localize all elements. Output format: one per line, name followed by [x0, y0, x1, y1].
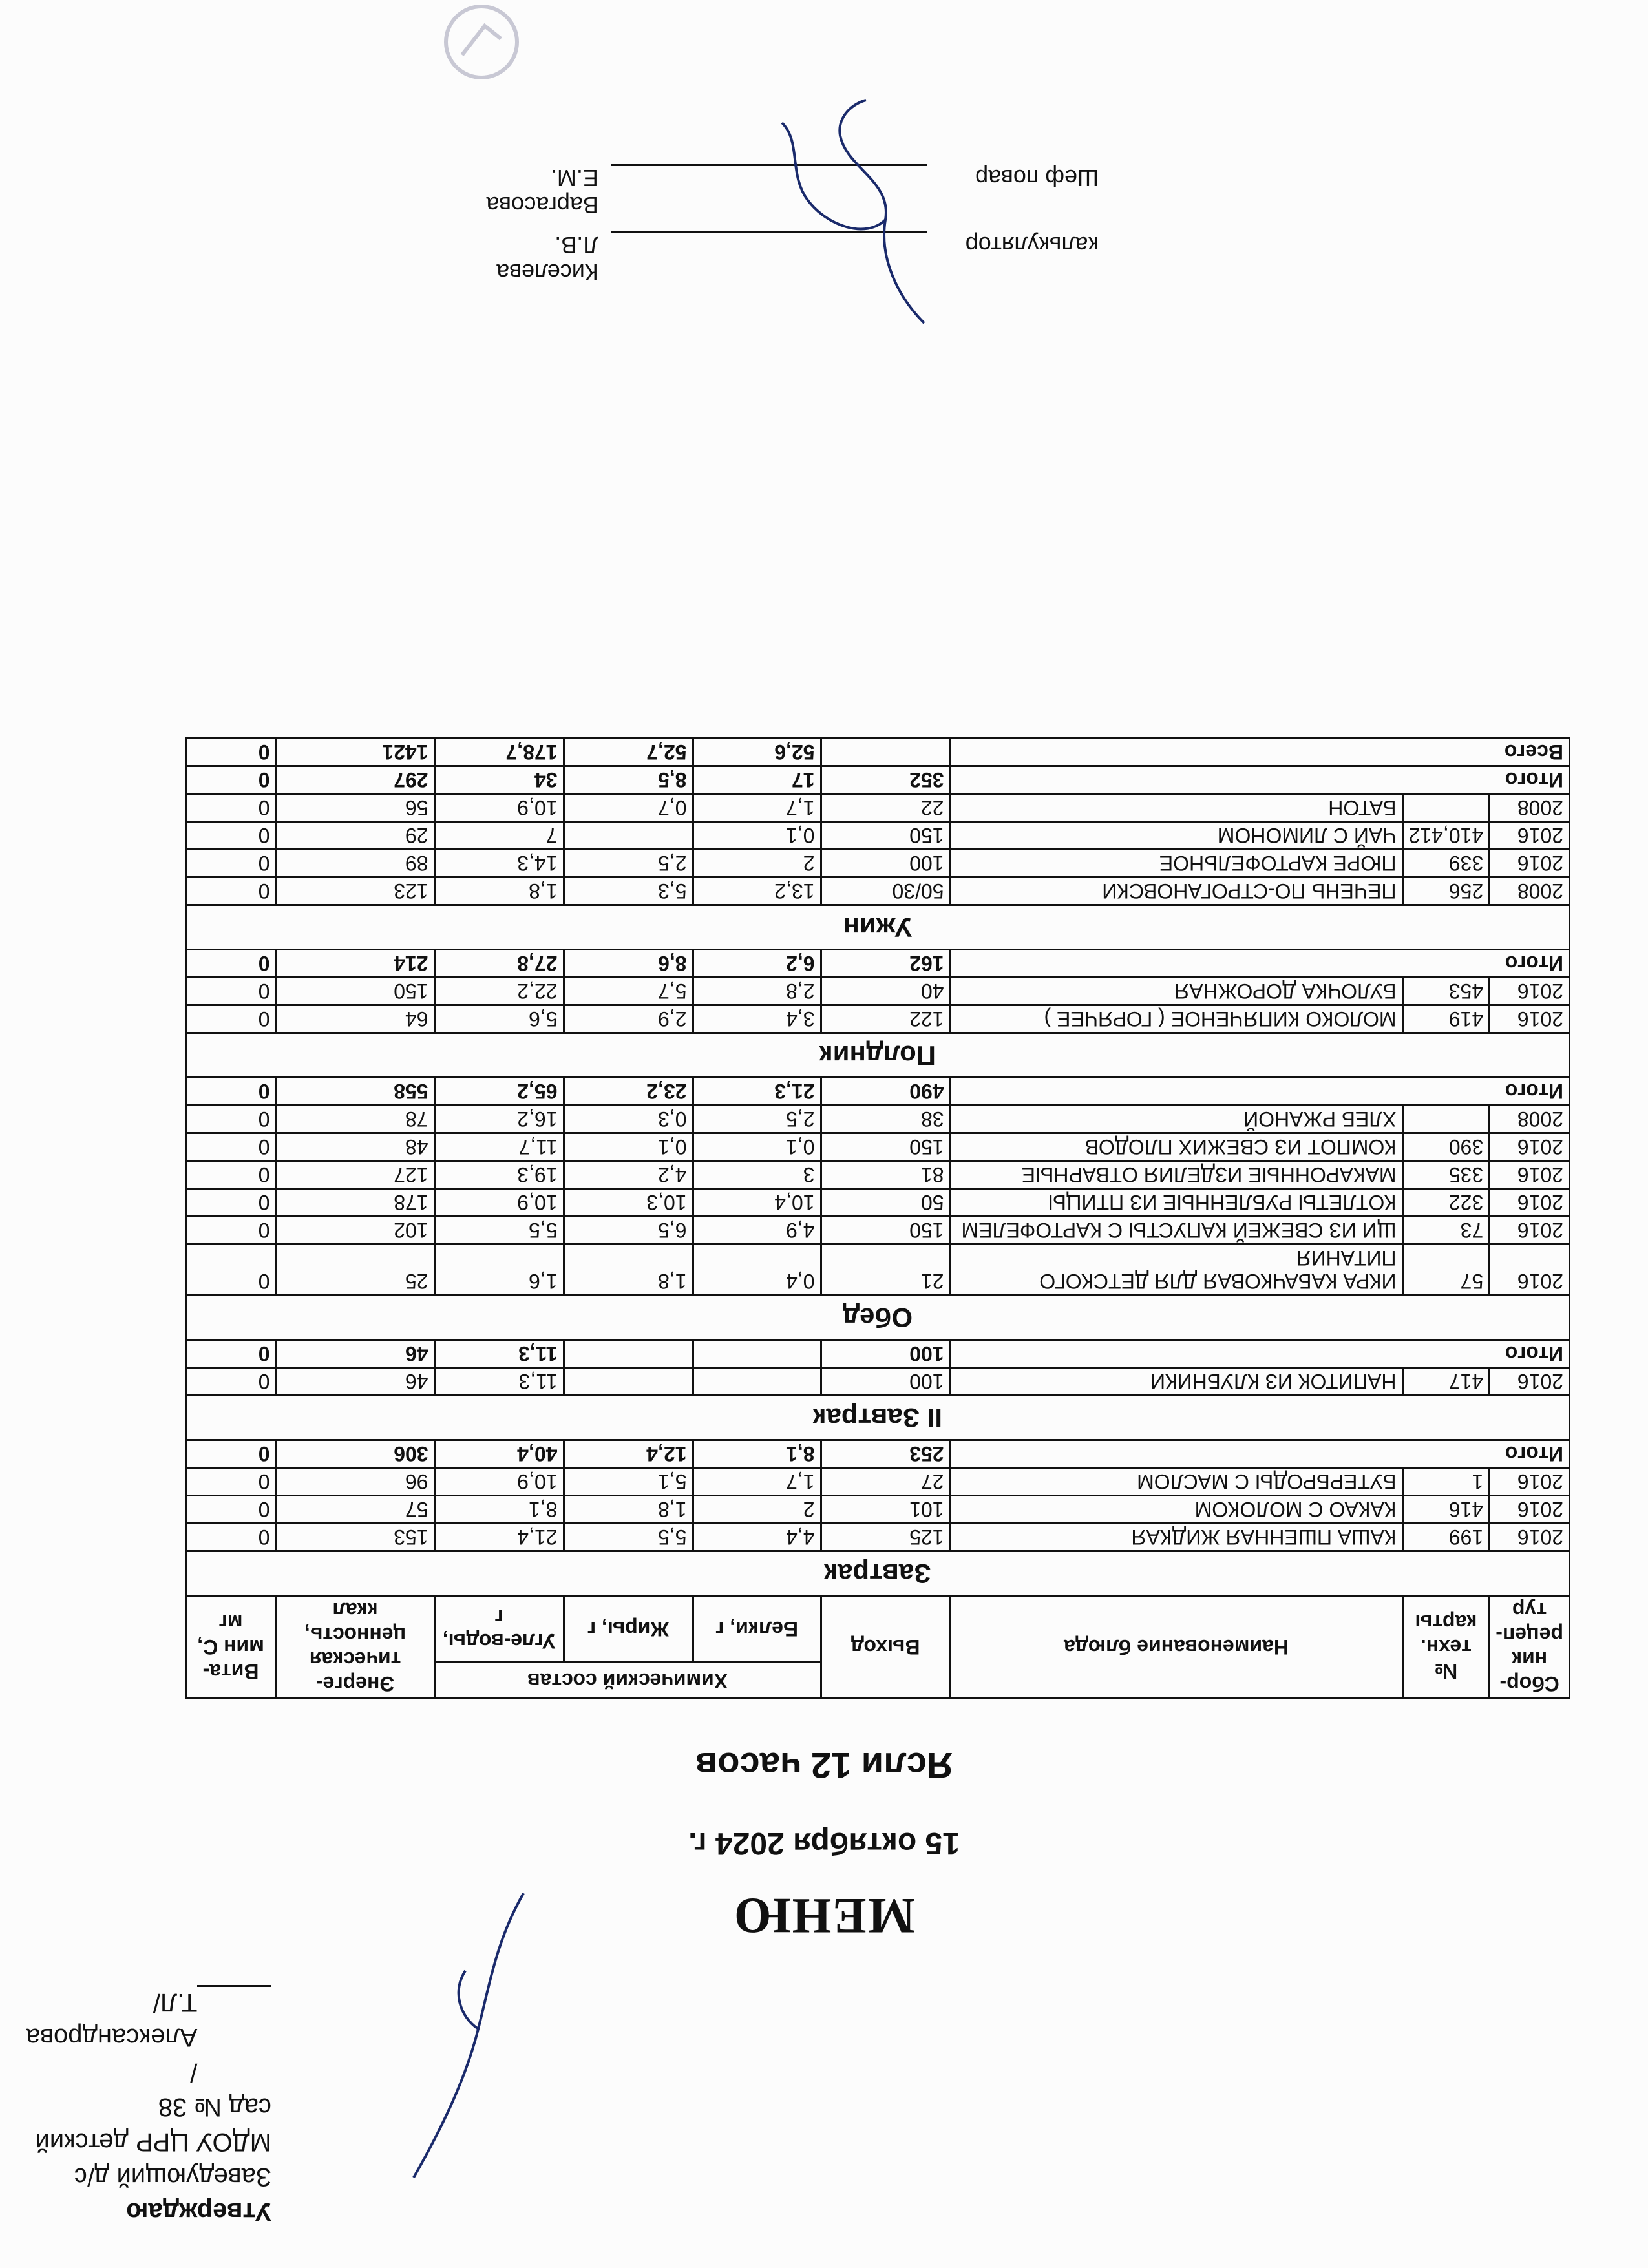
cell-kcal: 178 — [276, 1189, 434, 1217]
cell-fat: 1,8 — [564, 1496, 693, 1524]
cell-kcal: 57 — [276, 1496, 434, 1524]
cell-col: 2008 — [1490, 1106, 1570, 1133]
cell-protein: 0,4 — [693, 1244, 821, 1296]
cell-kcal: 96 — [276, 1468, 434, 1496]
cell-dish: ПЮРЕ КАРТОФЕЛЬНОЕ — [950, 850, 1402, 877]
cell-col: 2016 — [1490, 1189, 1570, 1217]
cell-card: 199 — [1402, 1524, 1490, 1551]
staff-name: Киселева Л.В. — [496, 232, 598, 286]
grand-total-vit: 0 — [185, 739, 276, 766]
total-kcal: 306 — [276, 1440, 434, 1468]
cell-yield: 150 — [821, 1133, 950, 1161]
table-row — [185, 1189, 1569, 1217]
cell-fat: 2,5 — [564, 850, 693, 877]
cell-yield: 50/30 — [821, 877, 950, 905]
cell-card — [1402, 794, 1490, 822]
cell-dish: ХЛЕБ РЖАНОЙ — [950, 1106, 1402, 1133]
table-row — [185, 1005, 1569, 1033]
cell-yield: 122 — [821, 1005, 950, 1033]
grand-total-fat: 52,7 — [564, 739, 693, 766]
cell-col: 2016 — [1490, 1133, 1570, 1161]
cell-protein: 4,4 — [693, 1524, 821, 1551]
header-fat: Жиры, г — [564, 1596, 693, 1663]
cell-vit: 0 — [185, 822, 276, 850]
table-row — [185, 978, 1569, 1005]
cell-yield: 100 — [821, 850, 950, 877]
header-dish: Наименование блюда — [950, 1596, 1402, 1699]
table-row — [185, 1217, 1569, 1244]
section-title: Полдник — [185, 1033, 1569, 1078]
cell-carbs: 5,5 — [434, 1217, 564, 1244]
cell-dish: МОЛОКО КИПЯЧЕНОЕ ( ГОРЯЧЕЕ ) — [950, 1005, 1402, 1033]
cell-fat: 5,1 — [564, 1468, 693, 1496]
cell-dish: КАША ПШЕННАЯ ЖИДКАЯ — [950, 1524, 1402, 1551]
total-yield: 253 — [821, 1440, 950, 1468]
header-protein: Белки, г — [693, 1596, 821, 1663]
cell-dish: КАКАО С МОЛОКОМ — [950, 1496, 1402, 1524]
cell-vit: 0 — [185, 1005, 276, 1033]
cell-dish: ЧАЙ С ЛИМОНОМ — [950, 822, 1402, 850]
total-fat: 12,4 — [564, 1440, 693, 1468]
cell-vit: 0 — [185, 1496, 276, 1524]
cell-yield: 150 — [821, 1217, 950, 1244]
total-kcal: 297 — [276, 766, 434, 794]
cell-card: 390 — [1402, 1133, 1490, 1161]
cell-card — [1402, 1106, 1490, 1133]
total-fat: 23,2 — [564, 1078, 693, 1106]
cell-col: 2008 — [1490, 794, 1570, 822]
cell-col: 2016 — [1490, 1005, 1570, 1033]
table-row — [185, 1468, 1569, 1496]
staff-role: Шеф повар — [975, 165, 1099, 191]
table-row — [185, 1368, 1569, 1396]
cell-protein: 3,4 — [693, 1005, 821, 1033]
cell-protein: 1,7 — [693, 1468, 821, 1496]
cell-dish: БУЛОЧКА ДОРОЖНАЯ — [950, 978, 1402, 1005]
table-body — [185, 739, 1569, 1596]
menu-date: 15 октября 2024 г. — [688, 1826, 960, 1860]
table-row — [185, 1133, 1569, 1161]
header-yield: Выход — [821, 1596, 950, 1699]
cell-col: 2008 — [1490, 877, 1570, 905]
grand-total-carbs: 178,7 — [434, 739, 564, 766]
total-carbs: 34 — [434, 766, 564, 794]
cell-yield: 22 — [821, 794, 950, 822]
header-collection: Сбор-ник рецеп-тур — [1490, 1596, 1570, 1699]
total-carbs: 11,3 — [434, 1340, 564, 1368]
cell-yield: 50 — [821, 1189, 950, 1217]
table-row — [185, 794, 1569, 822]
total-row — [185, 950, 1569, 978]
section-row — [185, 1033, 1569, 1078]
cell-carbs: 1,8 — [434, 877, 564, 905]
cell-card: 410,412 — [1402, 822, 1490, 850]
section-row — [185, 1551, 1569, 1596]
cell-dish: НАПИТОК ИЗ КЛУБНИКИ — [950, 1368, 1402, 1396]
total-label: Итого — [950, 1440, 1569, 1468]
total-protein: 21,3 — [693, 1078, 821, 1106]
cell-fat: 0,3 — [564, 1106, 693, 1133]
total-carbs: 65,2 — [434, 1078, 564, 1106]
cell-card: 256 — [1402, 877, 1490, 905]
cell-vit: 0 — [185, 850, 276, 877]
staff-name: Варгасова Е.М. — [486, 165, 598, 218]
cell-fat: 0,7 — [564, 794, 693, 822]
total-vit: 0 — [185, 1340, 276, 1368]
header-card: № техн. карты — [1402, 1596, 1490, 1699]
total-yield: 490 — [821, 1078, 950, 1106]
cell-carbs: 11,7 — [434, 1133, 564, 1161]
total-yield: 352 — [821, 766, 950, 794]
total-label: Итого — [950, 950, 1569, 978]
total-vit: 0 — [185, 1078, 276, 1106]
cell-col: 2016 — [1490, 1468, 1570, 1496]
total-fat — [564, 1340, 693, 1368]
cell-card: 1 — [1402, 1468, 1490, 1496]
cell-fat — [564, 1368, 693, 1396]
cell-fat: 2,9 — [564, 1005, 693, 1033]
cell-carbs: 22,2 — [434, 978, 564, 1005]
group-name: Ясли 12 часов — [695, 1745, 953, 1786]
cell-yield: 101 — [821, 1496, 950, 1524]
cell-carbs: 8,1 — [434, 1496, 564, 1524]
cell-protein: 2,8 — [693, 978, 821, 1005]
total-row — [185, 1440, 1569, 1468]
staff-signature-icon — [769, 97, 937, 336]
cell-vit: 0 — [185, 1106, 276, 1133]
cell-yield: 100 — [821, 1368, 950, 1396]
total-protein: 8,1 — [693, 1440, 821, 1468]
cell-card: 419 — [1402, 1005, 1490, 1033]
total-protein: 17 — [693, 766, 821, 794]
cell-yield: 125 — [821, 1524, 950, 1551]
table-row — [185, 822, 1569, 850]
table-row — [185, 850, 1569, 877]
cell-carbs: 10,9 — [434, 1468, 564, 1496]
cell-col: 2016 — [1490, 1217, 1570, 1244]
cell-fat: 5,5 — [564, 1524, 693, 1551]
cell-col: 2016 — [1490, 978, 1570, 1005]
table-row — [185, 877, 1569, 905]
cell-protein: 0,1 — [693, 1133, 821, 1161]
section-title: II Завтрак — [185, 1396, 1569, 1440]
total-row — [185, 766, 1569, 794]
cell-vit: 0 — [185, 1189, 276, 1217]
approval-position-line1: Заведующий д/с — [74, 2163, 271, 2191]
section-title: Ужин — [185, 905, 1569, 950]
cell-kcal: 46 — [276, 1368, 434, 1396]
cell-card: 339 — [1402, 850, 1490, 877]
cell-dish: БАТОН — [950, 794, 1402, 822]
menu-table — [185, 737, 1570, 1699]
approval-signature-line — [197, 1985, 271, 2022]
table-row — [185, 1496, 1569, 1524]
cell-col: 2016 — [1490, 1161, 1570, 1189]
cell-card: 453 — [1402, 978, 1490, 1005]
approval-name: /Александрова Т.Л/ — [25, 1988, 198, 2086]
section-title: Обед — [185, 1296, 1569, 1340]
cell-fat: 0,1 — [564, 1133, 693, 1161]
cell-dish: ЩИ ИЗ СВЕЖЕЙ КАПУСТЫ С КАРТОФЕЛЕМ — [950, 1217, 1402, 1244]
cell-carbs: 11,3 — [434, 1368, 564, 1396]
total-yield: 100 — [821, 1340, 950, 1368]
cell-fat: 5,7 — [564, 978, 693, 1005]
cell-carbs: 21,4 — [434, 1524, 564, 1551]
cell-carbs: 19,3 — [434, 1161, 564, 1189]
cell-carbs: 10,9 — [434, 1189, 564, 1217]
cell-fat: 4,2 — [564, 1161, 693, 1189]
cell-fat: 1,8 — [564, 1244, 693, 1296]
cell-kcal: 78 — [276, 1106, 434, 1133]
cell-kcal: 102 — [276, 1217, 434, 1244]
cell-kcal: 48 — [276, 1133, 434, 1161]
cell-dish: МАКАРОННЫЕ ИЗДЕЛИЯ ОТВАРНЫЕ — [950, 1161, 1402, 1189]
total-carbs: 40,4 — [434, 1440, 564, 1468]
section-title: Завтрак — [185, 1551, 1569, 1596]
cell-protein: 13,2 — [693, 877, 821, 905]
cell-protein: 1,7 — [693, 794, 821, 822]
cell-dish: КОМПОТ ИЗ СВЕЖИХ ПЛОДОВ — [950, 1133, 1402, 1161]
cell-carbs: 10,9 — [434, 794, 564, 822]
section-row — [185, 1296, 1569, 1340]
cell-vit: 0 — [185, 877, 276, 905]
cell-yield: 81 — [821, 1161, 950, 1189]
total-protein — [693, 1340, 821, 1368]
header-vitamin: Вита-мин С, мг — [185, 1596, 276, 1699]
cell-vit: 0 — [185, 1468, 276, 1496]
cell-protein: 0,1 — [693, 822, 821, 850]
cell-fat — [564, 822, 693, 850]
cell-kcal: 123 — [276, 877, 434, 905]
cell-col: 2016 — [1490, 1524, 1570, 1551]
section-row — [185, 905, 1569, 950]
approval-label: Утверждаю — [126, 2198, 271, 2226]
table-row — [185, 1106, 1569, 1133]
cell-yield: 150 — [821, 822, 950, 850]
cell-col: 2016 — [1490, 1496, 1570, 1524]
total-fat: 8,6 — [564, 950, 693, 978]
cell-yield: 38 — [821, 1106, 950, 1133]
grand-total-row — [185, 739, 1569, 766]
cell-protein: 3 — [693, 1161, 821, 1189]
cell-kcal: 64 — [276, 1005, 434, 1033]
cell-yield: 40 — [821, 978, 950, 1005]
cell-card: 416 — [1402, 1496, 1490, 1524]
cell-dish: БУТЕРБРОДЫ С МАСЛОМ — [950, 1468, 1402, 1496]
grand-total-kcal: 1421 — [276, 739, 434, 766]
page-title: МЕНЮ — [732, 1888, 916, 1944]
cell-col: 2016 — [1490, 1244, 1570, 1296]
cell-card: 322 — [1402, 1189, 1490, 1217]
cell-kcal: 56 — [276, 794, 434, 822]
cell-carbs: 1,6 — [434, 1244, 564, 1296]
cell-fat: 5,3 — [564, 877, 693, 905]
cell-col: 2016 — [1490, 822, 1570, 850]
cell-vit: 0 — [185, 1161, 276, 1189]
cell-card: 335 — [1402, 1161, 1490, 1189]
header-carbs: Угле-воды, г — [434, 1596, 564, 1663]
cell-fat: 10,3 — [564, 1189, 693, 1217]
cell-protein — [693, 1368, 821, 1396]
cell-col: 2016 — [1490, 1368, 1570, 1396]
cell-kcal: 150 — [276, 978, 434, 1005]
cell-vit: 0 — [185, 1524, 276, 1551]
cell-protein: 10,4 — [693, 1189, 821, 1217]
cell-kcal: 29 — [276, 822, 434, 850]
header-chem: Химический состав — [434, 1663, 821, 1699]
cell-vit: 0 — [185, 1133, 276, 1161]
table-row — [185, 1524, 1569, 1551]
cell-kcal: 89 — [276, 850, 434, 877]
cell-carbs: 14,3 — [434, 850, 564, 877]
cell-yield: 27 — [821, 1468, 950, 1496]
total-protein: 6,2 — [693, 950, 821, 978]
total-row — [185, 1340, 1569, 1368]
table-header-row-1 — [185, 1663, 1569, 1699]
title-block — [0, 1745, 1648, 1945]
total-carbs: 27,8 — [434, 950, 564, 978]
cell-card: 73 — [1402, 1217, 1490, 1244]
cell-vit: 0 — [185, 978, 276, 1005]
cell-carbs: 5,6 — [434, 1005, 564, 1033]
total-kcal: 46 — [276, 1340, 434, 1368]
section-row — [185, 1396, 1569, 1440]
cell-carbs: 7 — [434, 822, 564, 850]
cell-protein: 4,9 — [693, 1217, 821, 1244]
cell-dish: ПЕЧЕНЬ ПО-СТРОГАНОВСКИ — [950, 877, 1402, 905]
total-label: Итого — [950, 766, 1569, 794]
header-energy: Энерге-тическая ценность, ккал — [276, 1596, 434, 1699]
grand-total-label: Всего — [950, 739, 1569, 766]
total-vit: 0 — [185, 1440, 276, 1468]
cell-col: 2016 — [1490, 850, 1570, 877]
faint-stamp-icon — [439, 0, 523, 84]
approval-block — [26, 1985, 271, 2229]
cell-dish: ИКРА КАБАЧКОВАЯ ДЛЯ ДЕТСКОГО ПИТАНИЯ — [950, 1244, 1402, 1296]
cell-carbs: 16,2 — [434, 1106, 564, 1133]
cell-kcal: 127 — [276, 1161, 434, 1189]
total-kcal: 214 — [276, 950, 434, 978]
table-row — [185, 1161, 1569, 1189]
cell-vit: 0 — [185, 1244, 276, 1296]
table-row — [185, 1244, 1569, 1296]
cell-card: 57 — [1402, 1244, 1490, 1296]
cell-vit: 0 — [185, 1368, 276, 1396]
total-vit: 0 — [185, 766, 276, 794]
cell-yield: 21 — [821, 1244, 950, 1296]
approval-position-line2: МДОУ ЦРР детский сад № 38 — [35, 2093, 271, 2156]
total-label: Итого — [950, 1340, 1569, 1368]
cell-vit: 0 — [185, 1217, 276, 1244]
cell-protein: 2 — [693, 850, 821, 877]
cell-kcal: 153 — [276, 1524, 434, 1551]
total-fat: 8,5 — [564, 766, 693, 794]
total-row — [185, 1078, 1569, 1106]
cell-dish: КОТЛЕТЫ РУБЛЕННЫЕ ИЗ ПТИЦЫ — [950, 1189, 1402, 1217]
cell-card: 417 — [1402, 1368, 1490, 1396]
staff-role: калькулятор — [965, 232, 1099, 258]
cell-vit: 0 — [185, 794, 276, 822]
cell-protein: 2,5 — [693, 1106, 821, 1133]
total-kcal: 558 — [276, 1078, 434, 1106]
cell-fat: 6,5 — [564, 1217, 693, 1244]
cell-protein: 2 — [693, 1496, 821, 1524]
total-yield: 162 — [821, 950, 950, 978]
grand-total-protein: 52,6 — [693, 739, 821, 766]
total-label: Итого — [950, 1078, 1569, 1106]
cell-kcal: 25 — [276, 1244, 434, 1296]
grand-total-yield — [821, 739, 950, 766]
total-vit: 0 — [185, 950, 276, 978]
